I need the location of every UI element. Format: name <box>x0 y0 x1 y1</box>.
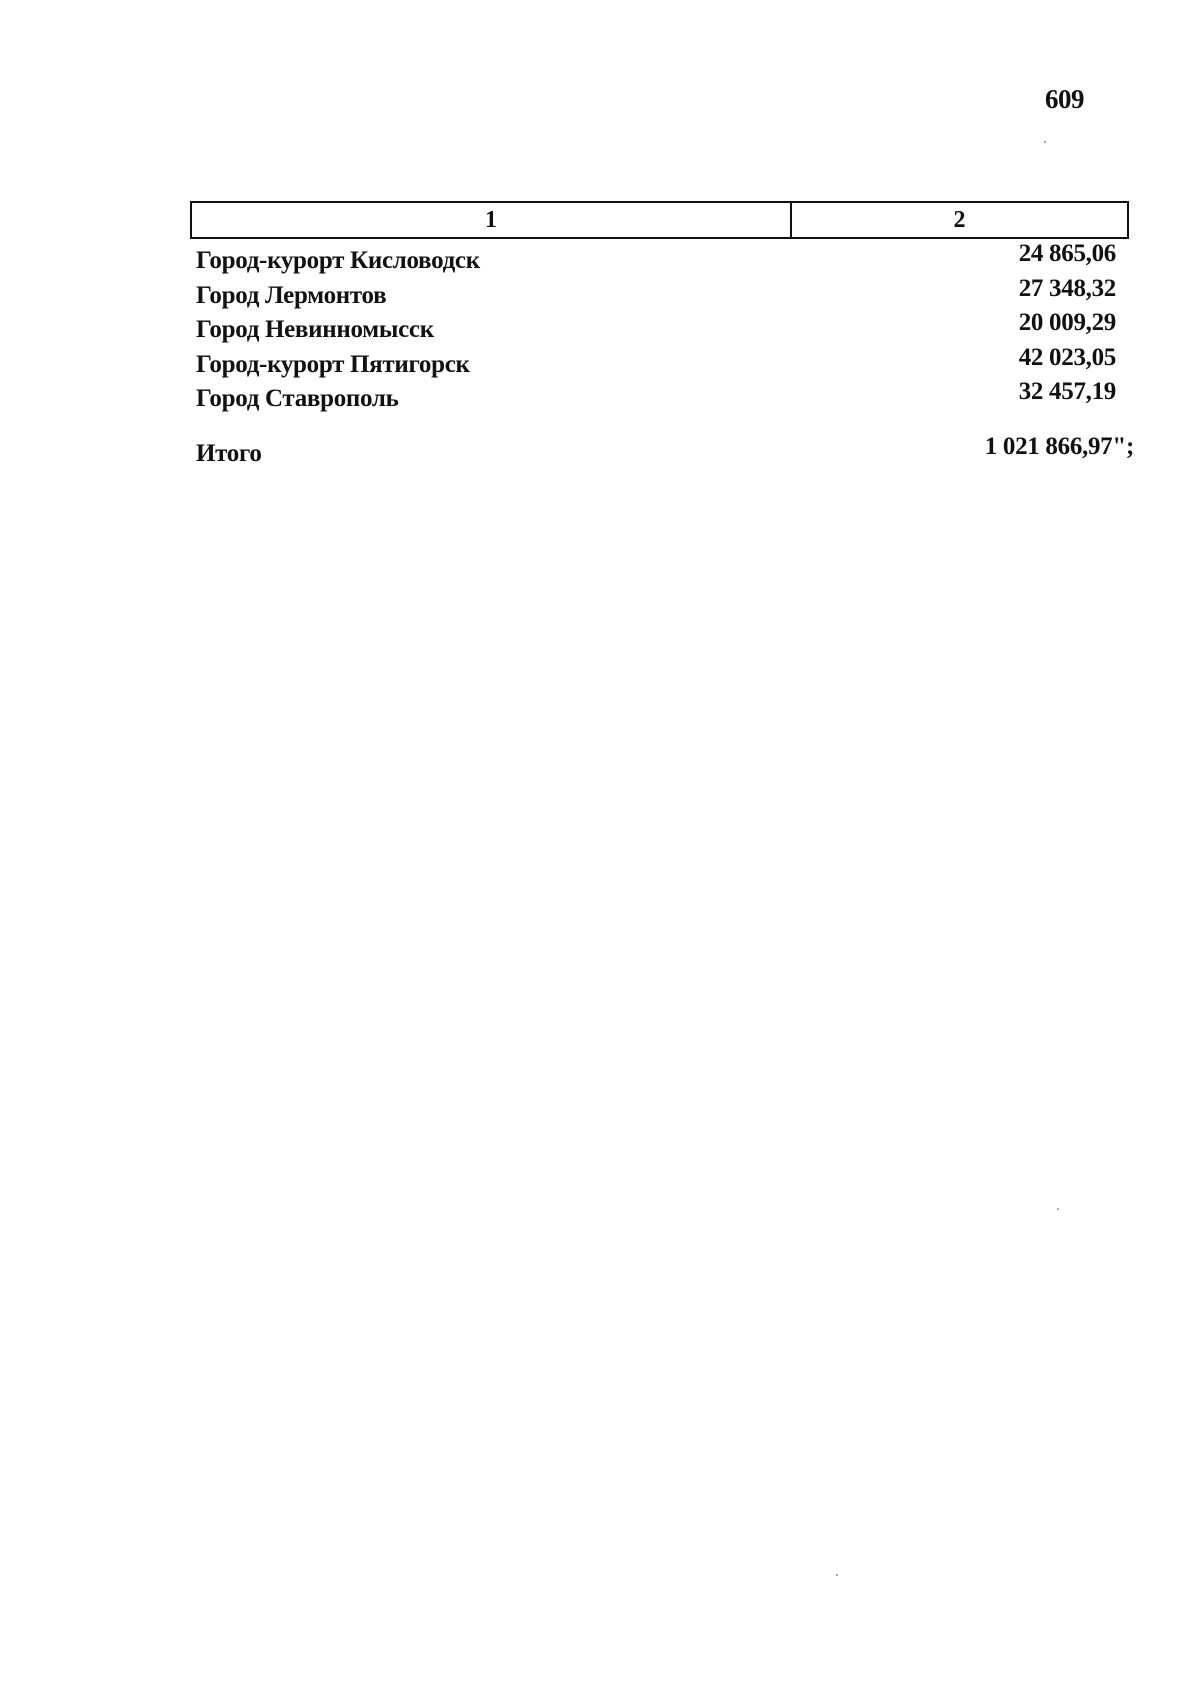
table-body <box>196 240 1116 416</box>
row-value: 32 457,19 <box>1018 378 1116 405</box>
column-header-1: 1 <box>192 203 792 237</box>
row-value: 20 009,29 <box>1018 309 1116 336</box>
row-name: Город-курорт Пятигорск <box>196 350 470 378</box>
total-row <box>196 433 1134 470</box>
page-number: 609 <box>1045 84 1084 114</box>
table-row <box>196 274 1116 313</box>
table-row <box>196 343 1116 382</box>
row-value: 27 348,32 <box>1018 274 1116 302</box>
total-value: 1 021 866,97"; <box>984 433 1134 460</box>
table-row <box>196 309 1116 347</box>
row-name: Город Ставрополь <box>196 385 399 412</box>
row-name: Город-курорт Кисловодск <box>196 247 480 274</box>
scan-speck <box>836 1574 838 1576</box>
column-number-header <box>190 201 1129 239</box>
row-value: 42 023,05 <box>1018 343 1116 371</box>
column-header-2: 2 <box>953 206 966 233</box>
total-label: Итого <box>196 440 262 467</box>
row-name: Город Невинномысск <box>196 316 434 343</box>
table-row <box>196 378 1116 416</box>
scan-speck <box>1044 141 1046 143</box>
row-value: 24 865,06 <box>1018 240 1116 267</box>
row-name: Город Лермонтов <box>196 281 387 309</box>
scan-speck <box>1057 1208 1059 1210</box>
table-row <box>196 240 1116 278</box>
